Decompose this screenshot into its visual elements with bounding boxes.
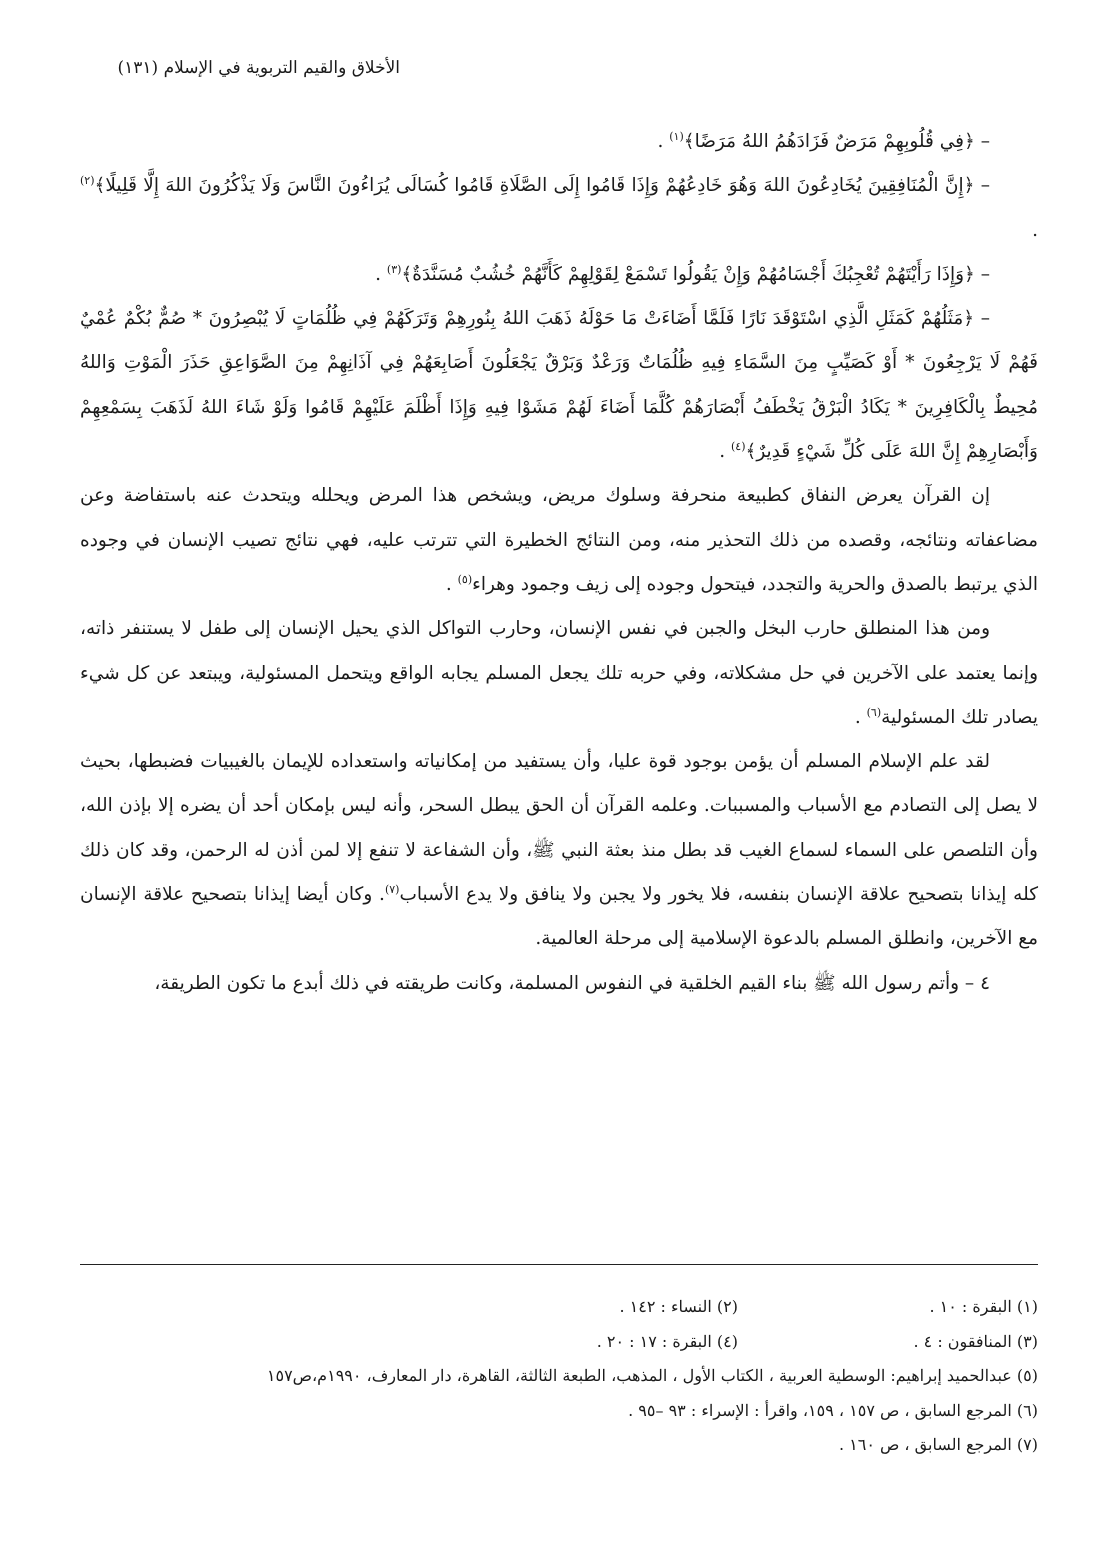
footnote-ref-3: (٣) [386, 262, 402, 276]
paragraph-hypocrisy: إن القرآن يعرض النفاق كطبيعة منحرفة وسلوك مريض، ويشخص هذا المرض ويحلله ويتحدث عنه باستفاضة وعن مضاعفاته ونتائجه، وقصده من ذلك التحذير منه، ومن النتائج الخطيرة التي تترتب عليه، فهي نتائج تصيب الإنسان في وجوده الذي يرتبط بالصدق والحرية والتجدد، فيتحول وجوده إلى زيف وجمود وهراء$^{(٥)}$ . [80, 485, 1038, 595]
paragraph-prophet [80, 962, 1038, 1006]
header-title: الأخلاق والقيم التربوية في الإسلام [163, 58, 400, 78]
running-header [80, 56, 400, 80]
footnotes [80, 1290, 1038, 1463]
footnote-row-1-2 [80, 1290, 1038, 1325]
footnote-5: (٥) عبدالحميد إبراهيم: الوسطية العربية ، الكتاب الأول ، المذهب، الطبعة الثالثة، القاهرة، دار المعارف، ١٩٩٠م،ص١٥٧ [266, 1366, 1038, 1385]
footnote-ref-1: (١) [669, 129, 684, 143]
footnote-ref-5: (٥) [457, 572, 473, 586]
verse-1-text: – ﴿فِي قُلُوبِهِمْ مَرَضٌ فَزَادَهُمُ اللهُ مَرَضًا﴾ [683, 131, 990, 152]
paragraph-3a-text: لقد علم الإسلام المسلم أن يؤمن بوجود قوة عليا، وأن يستفيد من إمكانياته واستعداده للإيمان بالغيبيات فضبطها، بحيث لا يصل إلى التصادم مع الأسباب والمسببات. وعلمه القرآن أن الحق يبطل السحر، وأنه ليس بإمكان أحد أن يضره إلا بإذن الله، وأن التلصص على السماء لسماع الغيب قد بطل منذ بعثة النبي ﷺ، وأن الشفاعة لا تنفع إلا لمن أذن له الرحمن، وقد كان ذلك كله إيذانا بتصحيح علاقة الإنسان بنفسه، فلا يخور ولا يجبن ولا ينافق ولا يدع الأسباب [80, 751, 1038, 906]
paragraph-stinginess: ومن هذا المنطلق حارب البخل والجبن في نفس الإنسان، وحارب التواكل الذي يحيل الإنسان إلى طفل لا يستنفر ذاته، وإنما يعتمد على الآخرين في حل مشكلاته، وفي حربه تلك يجعل المسلم يجابه الواقع ويتحمل المسئولية، ويبتعد عن كل شيء يصادر تلك المسئولية$^{(٦)}$ . [80, 618, 1038, 728]
verse-4-text: – ﴿مَثَلُهُمْ كَمَثَلِ الَّذِي اسْتَوْقَدَ نَارًا فَلَمَّا أَضَاءَتْ مَا حَوْلَهُ ذَهَبَ اللهُ بِنُورِهِمْ وَتَرَكَهُمْ فِي ظُلُمَاتٍ لَا يُبْصِرُونَ * صُمٌّ بُكْمٌ عُمْيٌ فَهُمْ لَا يَرْجِعُونَ * أَوْ كَصَيِّبٍ مِنَ السَّمَاءِ فِيهِ ظُلُمَاتٌ وَرَعْدٌ وَبَرْقٌ يَجْعَلُونَ أَصَابِعَهُمْ فِي آذَانِهِمْ مِنَ الصَّوَاعِقِ حَذَرَ الْمَوْتِ وَاللهُ مُحِيطٌ بِالْكَافِرِينَ * يَكَادُ الْبَرْقُ يَخْطَفُ أَبْصَارَهُمْ كُلَّمَا أَضَاءَ لَهُمْ مَشَوْا فِيهِ وَإِذَا أَظْلَمَ عَلَيْهِمْ قَامُوا وَلَوْ شَاءَ اللهُ لَذَهَبَ بِسَمْعِهِمْ وَأَبْصَارِهِمْ إِنَّ اللهَ عَلَى كُلِّ شَيْءٍ قَدِيرٌ﴾ [80, 308, 1038, 463]
footnote-ref-7: (٧) [384, 882, 400, 896]
main-text [80, 120, 1038, 1006]
paragraph-3b-text: . وكان أيضا إيذانا بتصحيح علاقة الإنسان مع الآخرين، وانطلق المسلم بالدعوة الإسلامية إلى مرحلة العالمية. [80, 884, 1038, 950]
paragraph-unseen [80, 740, 1038, 961]
paragraph-2-text: ومن هذا المنطلق حارب البخل والجبن في نفس الإنسان، وحارب التواكل الذي يحيل الإنسان إلى طفل لا يستنفر ذاته، وإنما يعتمد على الآخرين في حل مشكلاته، وفي حربه تلك يجعل المسلم يجابه الواقع ويتحمل المسئولية، ويبتعد عن كل شيء يصادر تلك المسئولية [80, 618, 1038, 728]
page-number: (١٣١) [117, 58, 159, 78]
quran-verse-3: – ﴿وَإِذَا رَأَيْتَهُمْ تُعْجِبُكَ أَجْسَامُهُمْ وَإِنْ يَقُولُوا تَسْمَعْ لِقَوْلِهِمْ كَأَنَّهُمْ خُشُبٌ مُسَنَّدَةٌ﴾$^{(٣)}$ . [375, 262, 990, 285]
paragraph-4-text: ٤ – وأتم رسول الله ﷺ بناء القيم الخلقية في النفوس المسلمة، وكانت طريقته في ذلك أبدع ما تكون الطريقة، [154, 972, 990, 994]
footnote-4: (٤) البقرة : ١٧ : ٢٠ . [596, 1331, 738, 1351]
quran-verse-2: – ﴿إِنَّ الْمُنَافِقِينَ يُخَادِعُونَ اللهَ وَهُوَ خَادِعُهُمْ وَإِذَا قَامُوا إِلَى الصَّلَاةِ قَامُوا كُسَالَى يُرَاءُونَ النَّاسَ وَلَا يَذْكُرُونَ اللهَ إِلَّا قَلِيلًا﴾$^{(٢)}$ . [80, 174, 1038, 241]
footnote-7: (٧) المرجع السابق ، ص ١٦٠ . [838, 1435, 1038, 1454]
footnote-2: (٢) النساء : ١٤٢ . [619, 1297, 738, 1316]
footnote-row-3-4 [80, 1325, 1038, 1360]
verse-2-text: – ﴿إِنَّ الْمُنَافِقِينَ يُخَادِعُونَ اللهَ وَهُوَ خَادِعُهُمْ وَإِذَا قَامُوا إِلَى الصَّلَاةِ قَامُوا كُسَالَى يُرَاءُونَ النَّاسَ وَلَا يَذْكُرُونَ اللهَ إِلَّا قَلِيلًا﴾ [94, 175, 990, 197]
footnote-ref-4: (٤) [730, 439, 746, 453]
footnote-divider [80, 1264, 1038, 1265]
quran-verse-4: – ﴿مَثَلُهُمْ كَمَثَلِ الَّذِي اسْتَوْقَدَ نَارًا فَلَمَّا أَضَاءَتْ مَا حَوْلَهُ ذَهَبَ اللهُ بِنُورِهِمْ وَتَرَكَهُمْ فِي ظُلُمَاتٍ لَا يُبْصِرُونَ * صُمٌّ بُكْمٌ عُمْيٌ فَهُمْ لَا يَرْجِعُونَ * أَوْ كَصَيِّبٍ مِنَ السَّمَاءِ فِيهِ ظُلُمَاتٌ وَرَعْدٌ وَبَرْقٌ يَجْعَلُونَ أَصَابِعَهُمْ فِي آذَانِهِمْ مِنَ الصَّوَاعِقِ حَذَرَ الْمَوْتِ وَاللهُ مُحِيطٌ بِالْكَافِرِينَ * يَكَادُ الْبَرْقُ يَخْطَفُ أَبْصَارَهُمْ كُلَّمَا أَضَاءَ لَهُمْ مَشَوْا فِيهِ وَإِذَا أَظْلَمَ عَلَيْهِمْ قَامُوا وَلَوْ شَاءَ اللهُ لَذَهَبَ بِسَمْعِهِمْ وَأَبْصَارِهِمْ إِنَّ اللهَ عَلَى كُلِّ شَيْءٍ قَدِيرٌ﴾$^{(٤)}$ . [80, 308, 1038, 463]
footnote-3: (٣) المنافقون : ٤ . [913, 1331, 1038, 1351]
paragraph-1-text: إن القرآن يعرض النفاق كطبيعة منحرفة وسلوك مريض، ويشخص هذا المرض ويحلله ويتحدث عنه باستفاضة وعن مضاعفاته ونتائجه، وقصده من ذلك التحذير منه، ومن النتائج الخطيرة التي تترتب عليه، فهي نتائج تصيب الإنسان في وجوده الذي يرتبط بالصدق والحرية والتجدد، فيتحول وجوده إلى زيف وجمود وهراء [80, 485, 1038, 595]
footnote-ref-2: (٢) [80, 174, 95, 188]
quran-verse-1: – ﴿فِي قُلُوبِهِمْ مَرَضٌ فَزَادَهُمُ اللهُ مَرَضًا﴾$^{(١)}$ . [657, 129, 990, 152]
verse-3-text: – ﴿وَإِذَا رَأَيْتَهُمْ تُعْجِبُكَ أَجْسَامُهُمْ وَإِنْ يَقُولُوا تَسْمَعْ لِقَوْلِهِمْ كَأَنَّهُمْ خُشُبٌ مُسَنَّدَةٌ﴾ [401, 263, 990, 285]
footnote-1: (١) البقرة : ١٠ . [929, 1297, 1038, 1316]
footnote-ref-6: (٦) [866, 705, 882, 719]
footnote-6: (٦) المرجع السابق ، ص ١٥٧ ، ١٥٩، واقرأ : الإسراء : ٩٣ –٩٥ . [628, 1400, 1038, 1420]
